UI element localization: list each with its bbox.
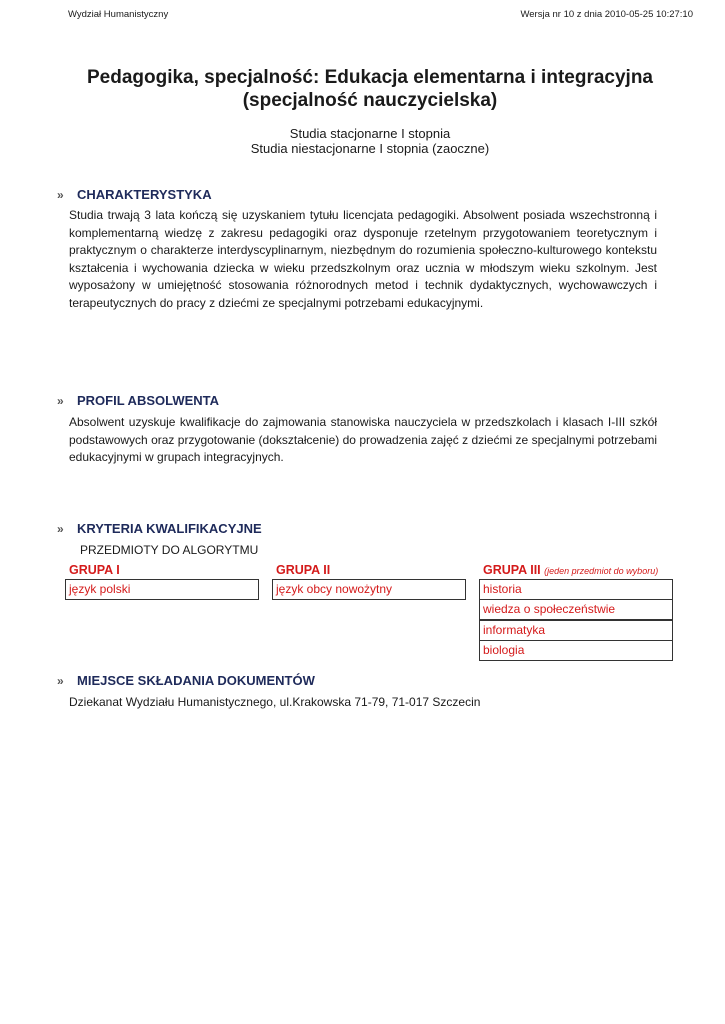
header-faculty: Wydział Humanistyczny bbox=[68, 9, 169, 20]
heading-label: PROFIL ABSOLWENTA bbox=[77, 393, 220, 408]
heading-label: CHARAKTERYSTYKA bbox=[77, 187, 212, 202]
section-heading-criteria bbox=[57, 521, 262, 536]
group-3-subject-4: biologia bbox=[479, 640, 673, 661]
group-3-subject-1: historia bbox=[479, 579, 673, 600]
group-2-subject: język obcy nowożytny bbox=[272, 579, 466, 600]
heading-label: KRYTERIA KWALIFIKACYJNE bbox=[77, 521, 262, 536]
header-version: Wersja nr 10 z dnia 2010-05-25 10:27:10 bbox=[520, 9, 693, 20]
group-3-subject-2: wiedza o społeczeństwie bbox=[479, 599, 673, 620]
group-3-heading bbox=[483, 563, 658, 577]
chevron-double-right-icon: » bbox=[57, 522, 64, 536]
study-mode-fulltime: Studia stacjonarne I stopnia bbox=[289, 126, 451, 141]
title-line-1: Pedagogika, specjalność: Edukacja elementarna i integracyjna bbox=[86, 67, 653, 88]
profile-text: Absolwent uzyskuje kwalifikacje do zajmowania stanowiska nauczyciela w przedszkolach i klasach I-III szkół podstawowych oraz przygotowanie (dokształcenie) do prowadzenia zajęć z dziećmi ze specjalnymi potrzebami edukacyjnymi w grupach integracyjnych. bbox=[69, 415, 657, 465]
study-modes bbox=[40, 126, 700, 156]
study-mode-parttime: Studia niestacjonarne I stopnia (zaoczne) bbox=[250, 141, 490, 156]
section-heading-documents bbox=[57, 673, 315, 688]
heading-label: MIEJSCE SKŁADANIA DOKUMENTÓW bbox=[77, 673, 315, 688]
algorithm-subjects-label: PRZEDMIOTY DO ALGORYTMU bbox=[80, 543, 259, 557]
group-1-subject: język polski bbox=[65, 579, 259, 600]
page-title bbox=[40, 66, 700, 112]
section-heading-profile bbox=[57, 393, 219, 408]
documents-address: Dziekanat Wydziału Humanistycznego, ul.Krakowska 71-79, 71-017 Szczecin bbox=[69, 695, 481, 709]
characteristic-text: Studia trwają 3 lata kończą się uzyskaniem tytułu licencjata pedagogiki. Absolwent posiada wszechstronną i komplementarną wiedzę z zakresu pedagogiki oraz dysponuje rzetelnym przygotowaniem teoretycznym i praktycznym o charakterze interdyscyplinarnym, niezbędnym do rozumienia społeczno-kulturowego kontekstu kształcenia i wychowania dziecka w wieku przedszkolnym oraz ucznia w młodszym wieku szkolnym. Jest wyposażony w umiejętność stosowania różnorodnych metod i technik dydaktycznych, wychowawczych i terapeutycznych do pracy z dziećmi ze specjalnymi potrzebami edukacyjnymi. bbox=[69, 208, 657, 310]
chevron-double-right-icon: » bbox=[57, 674, 64, 688]
title-line-2: (specjalność nauczycielska) bbox=[242, 90, 498, 111]
chevron-double-right-icon: » bbox=[57, 188, 64, 202]
chevron-double-right-icon: » bbox=[57, 394, 64, 408]
group-3-name: GRUPA III bbox=[483, 563, 541, 577]
section-heading-characteristic bbox=[57, 187, 212, 202]
group-1-heading: GRUPA I bbox=[69, 563, 120, 577]
group-3-note: (jeden przedmiot do wyboru) bbox=[544, 566, 659, 576]
group-3-subject-3: informatyka bbox=[479, 620, 673, 641]
group-2-heading: GRUPA II bbox=[276, 563, 331, 577]
